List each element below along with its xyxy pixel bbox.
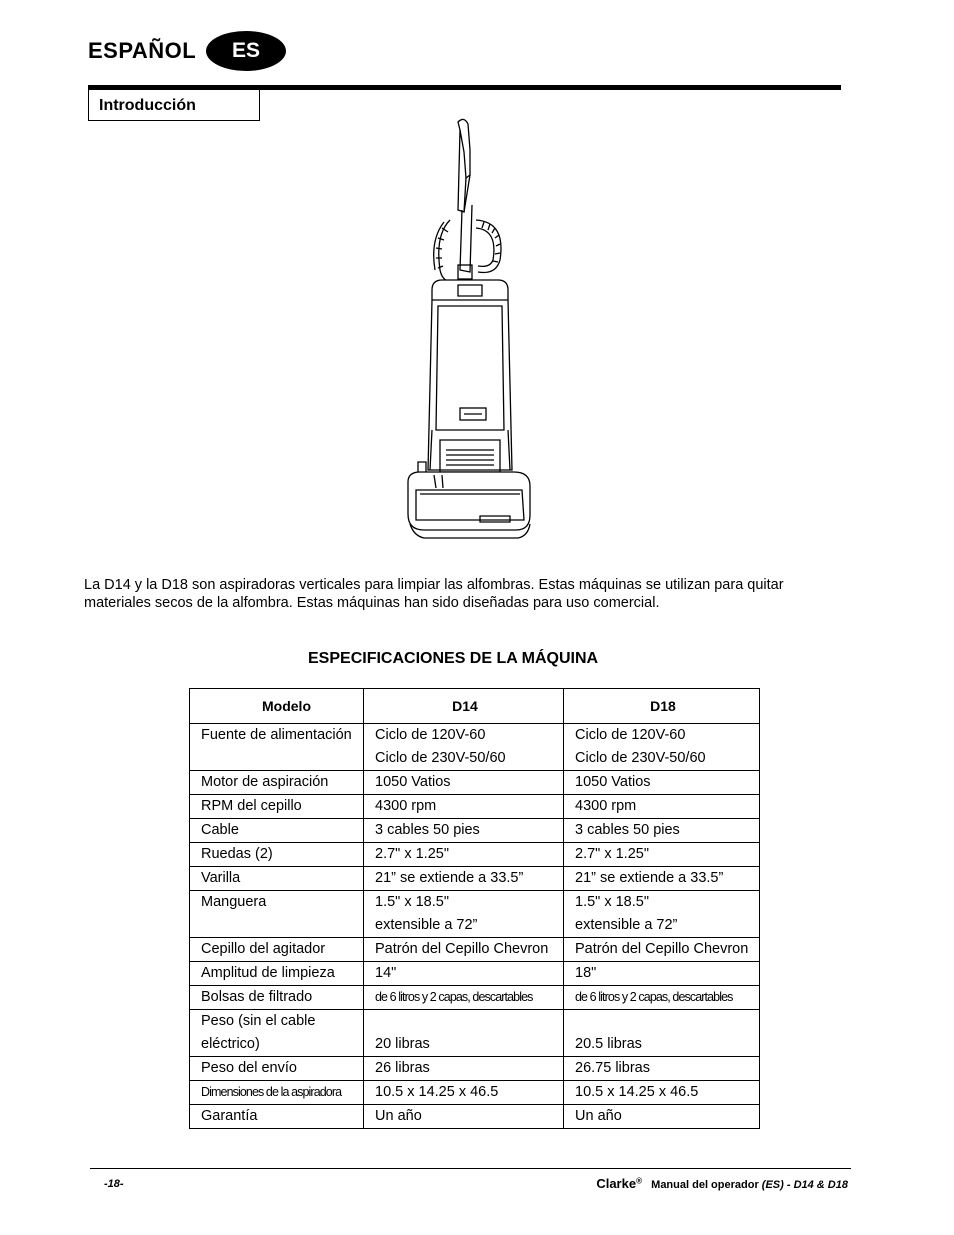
spec-line: 21” se extiende a 33.5” — [575, 870, 724, 886]
language-badge: ES — [206, 31, 286, 71]
page-number: -18- — [104, 1178, 124, 1190]
spec-label — [190, 819, 364, 843]
spec-d18 — [564, 962, 760, 986]
spec-line: Fuente de alimentación — [201, 727, 352, 743]
spec-line — [575, 1010, 751, 1033]
spec-line: Dimensiones de la aspiradora — [201, 1085, 342, 1099]
footer-manual: Manual del operador — [651, 1179, 759, 1191]
spec-label — [190, 891, 364, 938]
intro-paragraph: La D14 y la D18 son aspiradoras verticales para limpiar las alfombras. Estas máquinas se utilizan para quitar materiales secos de la alfombra. Estas máquinas han sido diseñadas para uso comercial. — [84, 577, 784, 611]
spec-line: Ciclo de 230V-50/60 — [375, 750, 506, 766]
spec-line: Bolsas de filtrado — [201, 989, 313, 1005]
spec-line: extensible a 72” — [575, 917, 678, 933]
registered-mark: ® — [636, 1176, 642, 1186]
spec-d18 — [564, 938, 760, 962]
spec-line: 10.5 x 14.25 x 46.5 — [375, 1084, 499, 1100]
footer-title — [596, 1176, 848, 1191]
spec-line: 3 cables 50 pies — [575, 822, 680, 838]
spec-line: Garantía — [201, 1108, 258, 1124]
spec-d14 — [364, 938, 564, 962]
table-row — [190, 724, 760, 771]
spec-d18 — [564, 771, 760, 795]
spec-line: Peso del envío — [201, 1060, 297, 1076]
spec-d18 — [564, 843, 760, 867]
spec-d18 — [564, 1057, 760, 1081]
table-row — [190, 1057, 760, 1081]
spec-label — [190, 986, 364, 1010]
spec-line: 14" — [375, 965, 397, 981]
spec-d14 — [364, 843, 564, 867]
spec-d18 — [564, 724, 760, 771]
table-row — [190, 819, 760, 843]
spec-d18 — [564, 867, 760, 891]
spec-label — [190, 724, 364, 771]
spec-label — [190, 795, 364, 819]
spec-label — [190, 938, 364, 962]
spec-line: Patrón del Cepillo Chevron — [375, 941, 549, 957]
spec-line: 4300 rpm — [575, 798, 637, 814]
spec-d18 — [564, 1010, 760, 1057]
spec-line: Ciclo de 120V-60 — [375, 727, 486, 743]
spec-label — [190, 1010, 364, 1057]
spec-label — [190, 1057, 364, 1081]
footer-brand: Clarke — [596, 1176, 637, 1191]
spec-d14 — [364, 795, 564, 819]
specs-title: ESPECIFICACIONES DE LA MÁQUINA — [308, 650, 599, 667]
table-row — [190, 986, 760, 1010]
col-header-d18: D18 — [564, 689, 760, 724]
spec-line: de 6 litros y 2 capas, descartables — [575, 990, 733, 1004]
spec-line: 10.5 x 14.25 x 46.5 — [575, 1084, 699, 1100]
spec-label — [190, 771, 364, 795]
spec-d18 — [564, 986, 760, 1010]
spec-d14 — [364, 1081, 564, 1105]
spec-line: 2.7" x 1.25" — [375, 846, 449, 862]
spec-line: RPM del cepillo — [201, 798, 302, 814]
spec-line: Patrón del Cepillo Chevron — [575, 941, 749, 957]
table-row — [190, 1081, 760, 1105]
table-row — [190, 1105, 760, 1129]
spec-line: Cable — [201, 822, 239, 838]
table-row — [190, 938, 760, 962]
spec-line: Amplitud de limpieza — [201, 965, 335, 981]
spec-line: Motor de aspiración — [201, 774, 329, 790]
spec-d14 — [364, 891, 564, 938]
spec-line: 18" — [575, 965, 597, 981]
spec-line: de 6 litros y 2 capas, descartables — [375, 990, 533, 1004]
spec-line: 26.75 libras — [575, 1060, 650, 1076]
table-row — [190, 795, 760, 819]
spec-line: 26 libras — [375, 1060, 430, 1076]
spec-line: Ciclo de 230V-50/60 — [575, 750, 706, 766]
spec-line: Varilla — [201, 870, 241, 886]
col-header-d14: D14 — [364, 689, 564, 724]
spec-line: 1050 Vatios — [575, 774, 651, 790]
spec-line — [375, 1010, 555, 1033]
spec-d14 — [364, 724, 564, 771]
spec-line: Peso (sin el cable — [201, 1013, 316, 1029]
spec-line: 2.7" x 1.25" — [575, 846, 649, 862]
spec-d14 — [364, 771, 564, 795]
spec-line: Cepillo del agitador — [201, 941, 326, 957]
spec-line: 21” se extiende a 33.5” — [375, 870, 524, 886]
table-row — [190, 843, 760, 867]
spec-label — [190, 962, 364, 986]
spec-d14 — [364, 1057, 564, 1081]
spec-d14 — [364, 986, 564, 1010]
spec-label — [190, 843, 364, 867]
spec-d18 — [564, 819, 760, 843]
spec-d14 — [364, 819, 564, 843]
spec-line: Un año — [375, 1108, 422, 1124]
col-header-model: Modelo — [190, 689, 364, 724]
spec-line: extensible a 72” — [375, 917, 478, 933]
spec-d14 — [364, 962, 564, 986]
table-row — [190, 867, 760, 891]
spec-line: 1050 Vatios — [375, 774, 451, 790]
table-row — [190, 891, 760, 938]
spec-line: 1.5" x 18.5" — [375, 894, 449, 910]
spec-label — [190, 867, 364, 891]
footer-model: (ES) - D14 & D18 — [761, 1179, 848, 1191]
spec-d14 — [364, 1010, 564, 1057]
vacuum-illustration — [380, 110, 560, 550]
spec-d18 — [564, 1081, 760, 1105]
table-row — [190, 962, 760, 986]
language-title: ESPAÑOL — [88, 38, 197, 63]
spec-line: 20 libras — [375, 1036, 430, 1052]
spec-line: 1.5" x 18.5" — [575, 894, 649, 910]
spec-label — [190, 1105, 364, 1129]
spec-line: 20.5 libras — [575, 1036, 642, 1052]
spec-line: 4300 rpm — [375, 798, 437, 814]
spec-label — [190, 1081, 364, 1105]
spec-d18 — [564, 891, 760, 938]
spec-d14 — [364, 1105, 564, 1129]
spec-line: Un año — [575, 1108, 622, 1124]
spec-d18 — [564, 795, 760, 819]
specs-body — [190, 724, 760, 1129]
section-heading: Introducción — [88, 90, 260, 121]
spec-d18 — [564, 1105, 760, 1129]
spec-d14 — [364, 867, 564, 891]
spec-line: Ruedas (2) — [201, 846, 273, 862]
specs-table — [189, 688, 760, 1129]
table-row — [190, 1010, 760, 1057]
spec-line: Ciclo de 120V-60 — [575, 727, 686, 743]
table-row — [190, 771, 760, 795]
bottom-rule — [90, 1168, 851, 1169]
spec-line: eléctrico) — [201, 1036, 260, 1052]
specs-header-row — [190, 689, 760, 724]
spec-line: 3 cables 50 pies — [375, 822, 480, 838]
spec-line: Manguera — [201, 894, 267, 910]
